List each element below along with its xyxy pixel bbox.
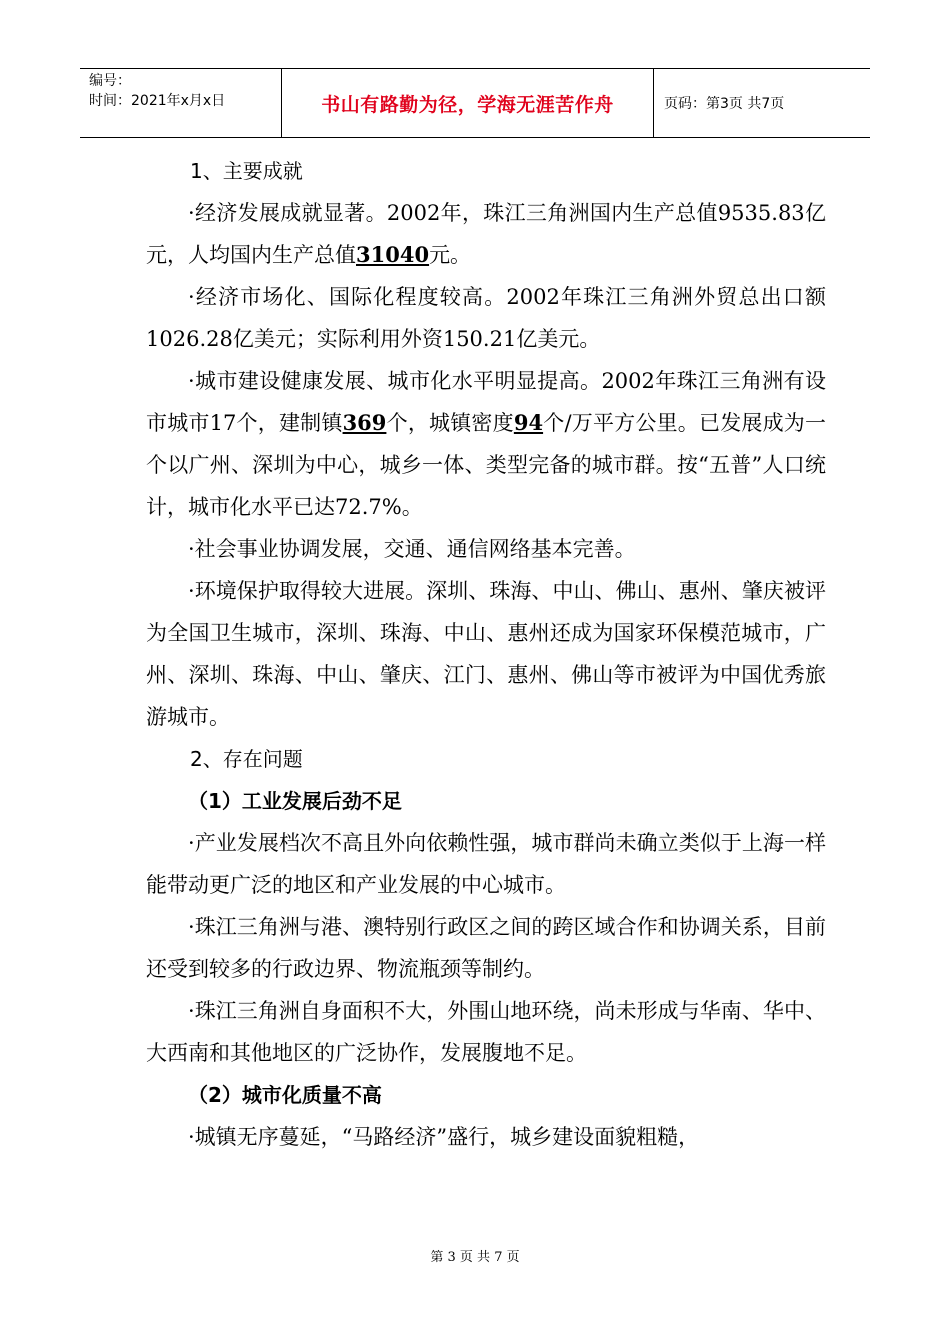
header-page-info: 页码：第3页 共7页 [664,96,785,112]
paragraph-urban-sprawl: ·城镇无序蔓延，“马路经济”盛行，城乡建设面貌粗糙， [188,1125,700,1149]
page-footer: 第 3 页 共 7 页 [430,1250,520,1265]
paragraph-industry-3: ·珠江三角洲自身面积不大，外围山地环绕，尚未形成与华南、华中、大西南和其他地区的广泛协作，发展腹地不足。 [146,999,826,1065]
section-heading-achievements: 1、主要成就 [190,159,303,183]
subheading-urbanization-quality: （2）城市化质量不高 [188,1083,382,1107]
paragraph-market: ·经济市场化、国际化程度较高。2002年珠江三角洲外贸总出口额1026.28亿美元；实际利用外资150.21亿美元。 [146,285,826,351]
gdp-per-capita-value: 31040 [356,242,430,267]
time-label: 时间：2021年x月x日 [89,93,226,109]
text: ·经济发展成就显著。2002年，珠江三角洲国内生产总值9535.83亿元，人均国内生产总值 [146,201,826,267]
town-density-value: 94 [513,410,544,435]
paragraph-industry-1: ·产业发展档次不高且外向依赖性强，城市群尚未确立类似于上海一样能带动更广泛的地区和产业发展的中心城市。 [146,831,826,897]
paragraph-environment: ·环境保护取得较大进展。深圳、珠海、中山、佛山、惠州、肇庆被评为全国卫生城市，深圳、珠海、中山、惠州还成为国家环保模范城市，广州、深圳、珠海、中山、肇庆、江门、惠州、佛山等市被评为中国优秀旅游城市。 [146,579,826,729]
town-count-value: 369 [342,410,387,435]
text: 元。 [429,243,472,267]
header-meta [80,69,282,137]
paragraph-industry-2: ·珠江三角洲与港、澳特别行政区之间的跨区域合作和协调关系，目前还受到较多的行政边界、物流瓶颈等制约。 [146,915,826,981]
text: 个，城镇密度 [386,411,514,435]
text: ·城市建设健康发展、城市化水平明显提高。2002年珠江三角洲有设市城市17个，建制镇 [146,369,826,435]
section-heading-problems: 2、存在问题 [190,747,303,771]
paragraph-urbanization [146,360,826,528]
document-body [146,150,826,1158]
paragraph-social: ·社会事业协调发展，交通、通信网络基本完善。 [188,537,636,561]
serial-label: 编号： [89,73,131,89]
page-header [80,68,870,138]
subheading-industry: （1）工业发展后劲不足 [188,789,402,813]
text: 个/万平方公里。已发展成为一个以广州、深圳为中心，城乡一体、类型完备的城市群。按“五普”人口统计，城市化水平已达72.7%。 [146,411,827,519]
paragraph-economy [146,192,826,276]
header-motto: 书山有路勤为径，学海无涯苦作舟 [282,69,654,137]
